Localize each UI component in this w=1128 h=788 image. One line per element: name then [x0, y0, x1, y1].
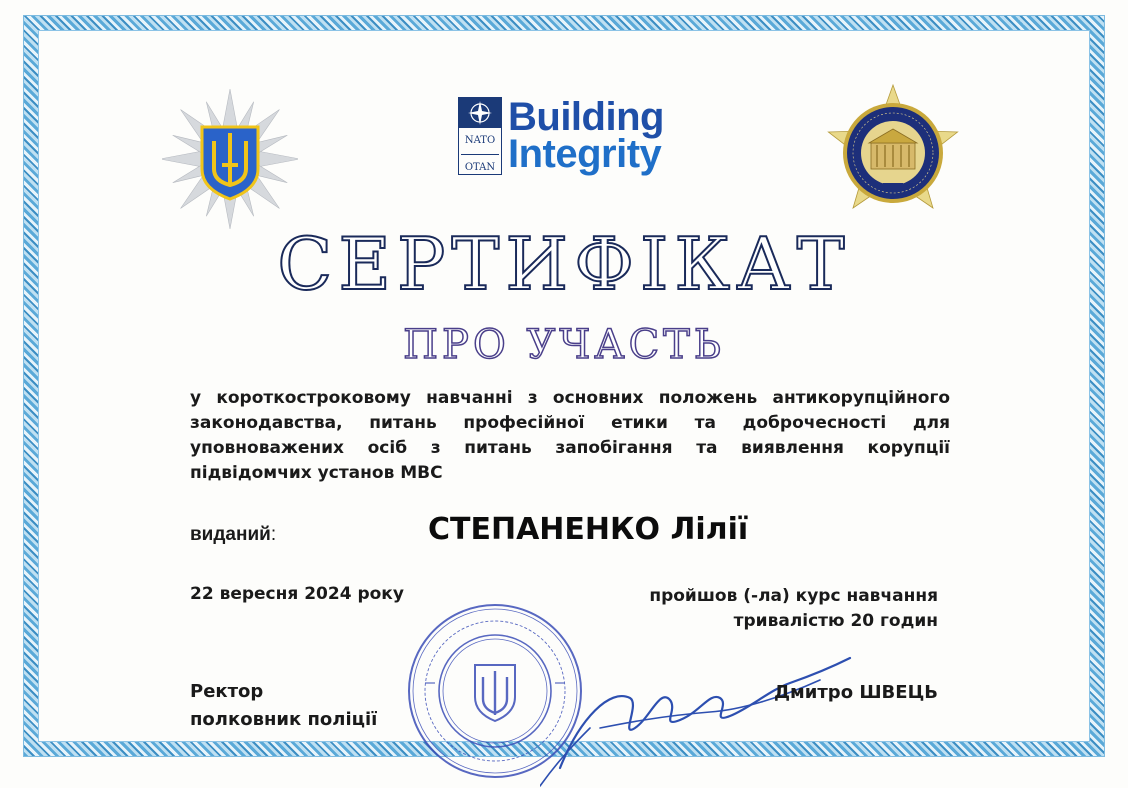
- signature-icon: [540, 628, 860, 788]
- certificate-title: СЕРТИФІКАТ: [277, 222, 851, 306]
- issue-date: 22 вересня 2024 року: [190, 584, 404, 604]
- issued-label-text: виданий: [190, 524, 271, 545]
- recipient-name: СТЕПАНЕНКО Лілії: [428, 512, 749, 547]
- issued-label: [190, 524, 276, 546]
- university-emblem-icon: [824, 84, 962, 222]
- issued-colon: :: [270, 524, 277, 545]
- certificate-subtitle: ПРО УЧАСТЬ: [403, 322, 725, 368]
- logo-word-building: Building: [508, 95, 664, 139]
- building-integrity-logo: [458, 96, 664, 176]
- rector-line-2: полковник поліції: [190, 709, 378, 730]
- logo-word-integrity: Integrity: [508, 132, 662, 176]
- signer-name: Дмитро ШВЕЦЬ: [774, 682, 938, 703]
- course-line-2: тривалістю 20 годин: [733, 611, 938, 631]
- nato-emblem: [458, 97, 502, 175]
- course-description: у короткостроковому навчанні з основних положень антикорупційного законодавства, питань професійної етики та доброчесності для уповноважених осіб з питань запобігання та виявлення корупції підвідомчих установ МВС: [190, 388, 950, 483]
- course-line-1: пройшов (-ла) курс навчання: [649, 586, 938, 606]
- nato-divider: [461, 154, 499, 155]
- rector-line-1: Ректор: [190, 681, 264, 702]
- otan-label: OTAN: [464, 162, 496, 173]
- nato-label: NATO: [464, 135, 496, 146]
- rector-title: [190, 678, 377, 734]
- course-duration: [649, 584, 938, 634]
- police-star-emblem-icon: [162, 88, 298, 230]
- nato-compass-icon: [458, 98, 502, 128]
